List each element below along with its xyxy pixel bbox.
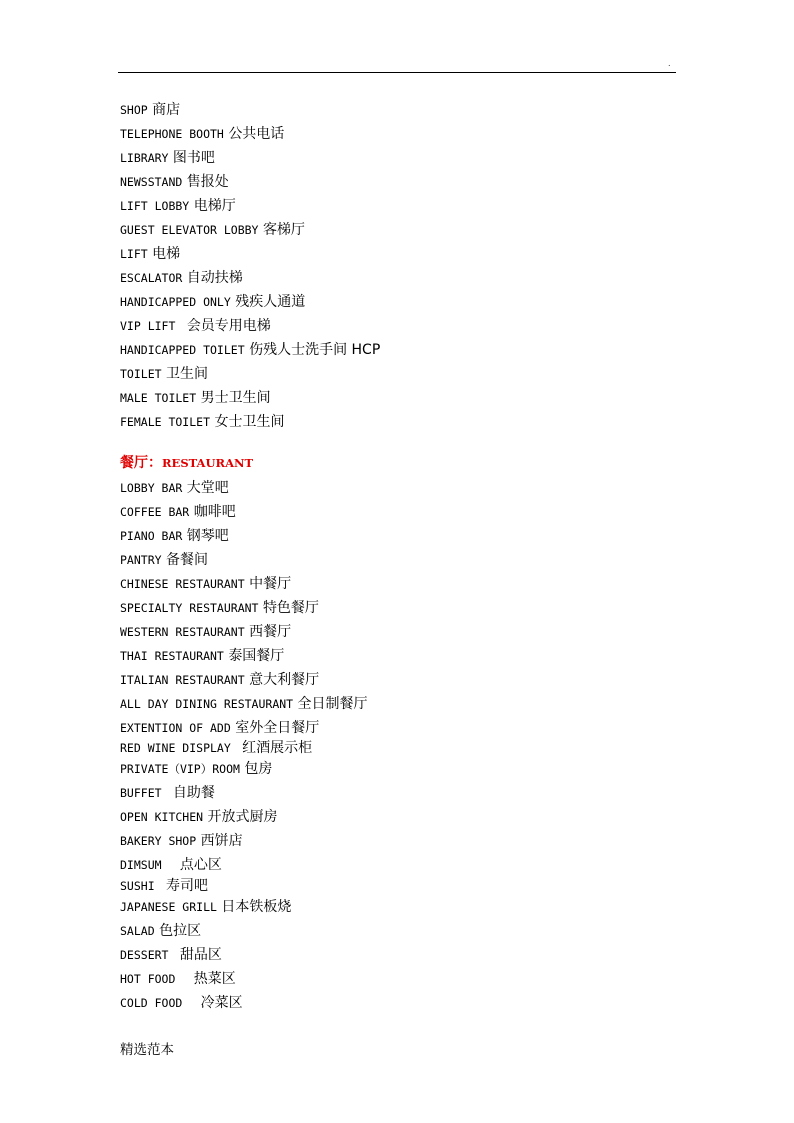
glossary-entry	[120, 245, 180, 263]
chinese-term: 冷菜区	[200, 995, 243, 1011]
english-term: RESTAURANT	[162, 456, 254, 470]
chinese-term: 西餐厅	[249, 624, 292, 640]
glossary-entry	[120, 125, 284, 143]
glossary-entry	[120, 808, 278, 826]
english-term: TOILET	[120, 367, 162, 381]
glossary-entry	[120, 479, 229, 497]
english-term: LIFT LOBBY	[120, 199, 190, 213]
glossary-entry	[120, 317, 271, 335]
chinese-term: 咖啡吧	[193, 504, 236, 520]
chinese-term: 泰国餐厅	[228, 648, 285, 664]
chinese-term: 餐厅：	[120, 455, 162, 471]
glossary-entry	[120, 221, 305, 239]
glossary-entry	[120, 856, 222, 874]
glossary-entry	[120, 832, 243, 850]
glossary-entry	[120, 599, 319, 617]
chinese-term: 热菜区	[193, 971, 236, 987]
english-term: THAI RESTAURANT	[120, 649, 224, 663]
chinese-term: 客梯厅	[262, 222, 305, 238]
english-term: JAPANESE GRILL	[120, 900, 217, 914]
chinese-term: 意大利餐厅	[249, 672, 320, 688]
glossary-entry	[120, 413, 284, 431]
chinese-term: 开放式厨房	[207, 809, 278, 825]
english-term: NEWSSTAND	[120, 175, 183, 189]
glossary-entry	[120, 101, 180, 119]
chinese-term: 商店	[152, 102, 181, 118]
glossary-entry	[120, 269, 243, 287]
glossary-entry	[120, 760, 272, 778]
chinese-term: 电梯厅	[193, 198, 236, 214]
english-term: RED WINE DISPLAY	[120, 741, 238, 755]
english-term: BAKERY SHOP	[120, 834, 197, 848]
glossary-entry	[120, 946, 222, 964]
chinese-term: 会员专用电梯	[186, 318, 271, 334]
english-term: PANTRY	[120, 553, 162, 567]
header-divider	[118, 72, 676, 73]
footer-text: 精选范本	[120, 1042, 174, 1058]
chinese-term: 备餐间	[166, 552, 208, 568]
glossary-entry	[120, 695, 368, 713]
chinese-term: 寿司吧	[166, 878, 208, 894]
chinese-term: 自动扶梯	[186, 270, 243, 286]
chinese-term: 西饼店	[200, 833, 243, 849]
chinese-term: 中餐厅	[249, 576, 292, 592]
glossary-entry	[120, 503, 236, 521]
english-term: HANDICAPPED TOILET	[120, 343, 245, 357]
chinese-term: 伤残人士洗手间 HCP	[249, 342, 381, 358]
glossary-entry	[120, 784, 215, 802]
glossary-entry	[120, 719, 319, 737]
chinese-term: 电梯	[152, 246, 181, 262]
chinese-term: 大堂吧	[186, 480, 229, 496]
chinese-term: 自助餐	[172, 785, 215, 801]
english-term: COLD FOOD	[120, 996, 197, 1010]
english-term: ALL DAY DINING RESTAURANT	[120, 697, 294, 711]
english-term: HOT FOOD	[120, 972, 190, 986]
header-mark: .	[668, 59, 671, 68]
glossary-entry	[120, 647, 284, 665]
glossary-entry	[120, 671, 319, 689]
chinese-term: 日本铁板烧	[221, 899, 292, 915]
english-term: LIBRARY	[120, 151, 169, 165]
chinese-term: 图书吧	[172, 150, 215, 166]
english-term: COFFEE BAR	[120, 505, 190, 519]
english-term: GUEST ELEVATOR LOBBY	[120, 223, 259, 237]
english-term: SHOP	[120, 103, 148, 117]
glossary-entry	[120, 551, 208, 569]
chinese-term: 色拉区	[159, 923, 202, 939]
chinese-term: 女士卫生间	[214, 414, 285, 430]
english-term: PIANO BAR	[120, 529, 183, 543]
english-term: SUSHI	[120, 879, 162, 893]
english-term: SALAD	[120, 924, 155, 938]
glossary-entry	[120, 623, 291, 641]
glossary-entry	[120, 365, 208, 383]
chinese-term: 残疾人通道	[235, 294, 306, 310]
english-term: EXTENTION OF ADD	[120, 721, 231, 735]
glossary-entry	[120, 994, 243, 1012]
chinese-term: 公共电话	[228, 126, 285, 142]
glossary-entry	[120, 877, 208, 895]
glossary-entry	[120, 197, 236, 215]
english-term: LIFT	[120, 247, 148, 261]
glossary-entry	[120, 739, 312, 757]
glossary-entry	[120, 922, 201, 940]
english-term: ITALIAN RESTAURANT	[120, 673, 245, 687]
glossary-entry	[120, 149, 215, 167]
glossary-entry	[120, 575, 291, 593]
glossary-entry	[120, 389, 271, 407]
english-term: OPEN KITCHEN	[120, 810, 204, 824]
chinese-term: 甜品区	[179, 947, 222, 963]
english-term: DESSERT	[120, 948, 176, 962]
chinese-term: 男士卫生间	[200, 390, 271, 406]
glossary-entry	[120, 341, 380, 359]
english-term: FEMALE TOILET	[120, 415, 211, 429]
english-term: ESCALATOR	[120, 271, 183, 285]
glossary-entry	[120, 970, 236, 988]
glossary-entry	[120, 527, 229, 545]
glossary-entry	[120, 898, 291, 916]
english-term: LOBBY BAR	[120, 481, 183, 495]
chinese-term: 卫生间	[166, 366, 208, 382]
chinese-term: 点心区	[179, 857, 222, 873]
english-term: PRIVATE（VIP）ROOM	[120, 762, 240, 776]
english-term: SPECIALTY RESTAURANT	[120, 601, 259, 615]
english-term: DIMSUM	[120, 858, 176, 872]
english-term: VIP LIFT	[120, 319, 183, 333]
english-term: MALE TOILET	[120, 391, 197, 405]
english-term: CHINESE RESTAURANT	[120, 577, 245, 591]
chinese-term: 室外全日餐厅	[235, 720, 320, 736]
chinese-term: 包房	[244, 761, 273, 777]
english-term: WESTERN RESTAURANT	[120, 625, 245, 639]
english-term: HANDICAPPED ONLY	[120, 295, 231, 309]
section-heading	[120, 454, 253, 472]
english-term: BUFFET	[120, 786, 169, 800]
chinese-term: 红酒展示柜	[242, 740, 313, 756]
chinese-term: 钢琴吧	[186, 528, 229, 544]
glossary-entry	[120, 173, 229, 191]
chinese-term: 售报处	[186, 174, 229, 190]
glossary-entry	[120, 293, 305, 311]
chinese-term: 特色餐厅	[262, 600, 319, 616]
chinese-term: 全日制餐厅	[297, 696, 368, 712]
english-term: TELEPHONE BOOTH	[120, 127, 224, 141]
